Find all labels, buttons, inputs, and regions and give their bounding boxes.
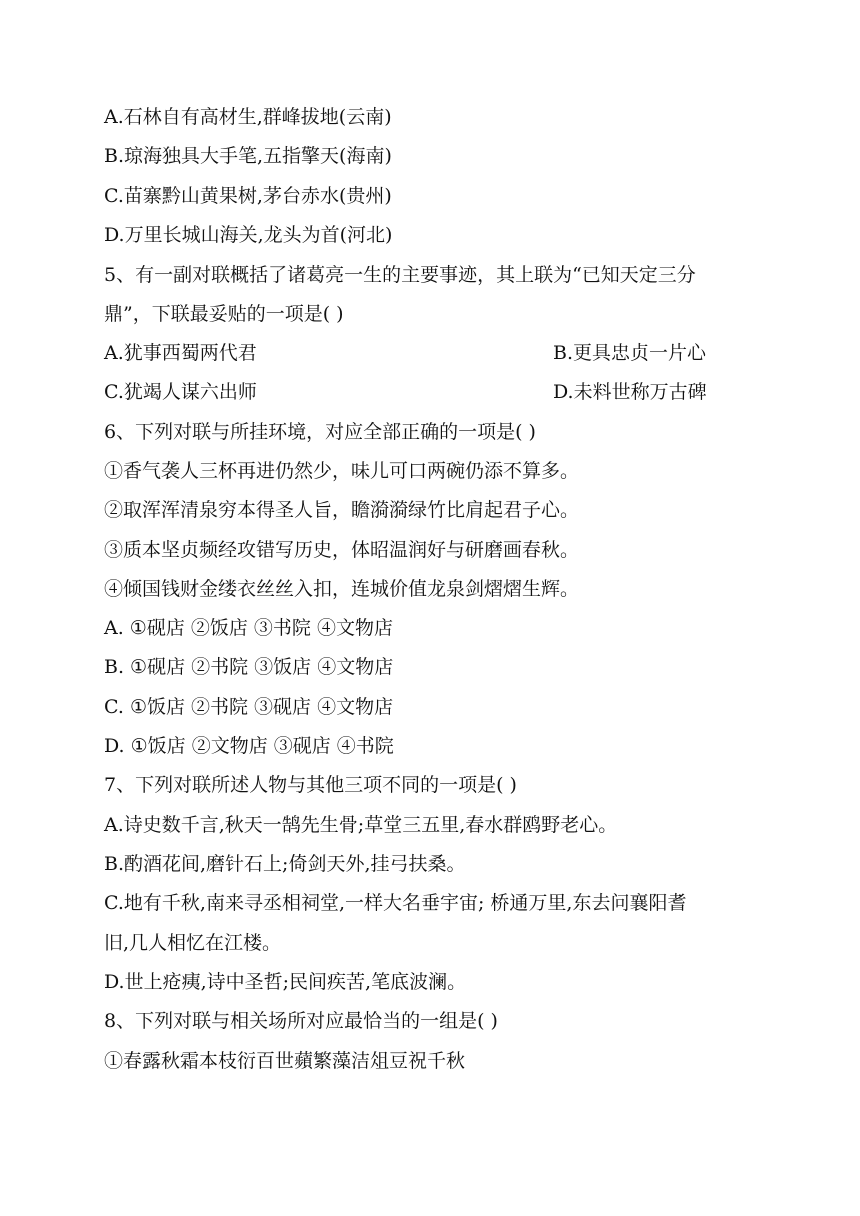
- q6-couplet-2: ②取浑浑清泉穷本得圣人旨，瞻漪漪绿竹比肩起君子心。: [104, 499, 580, 521]
- q4-option-c: C.苗寨黔山黄果树,茅台赤水(贵州): [104, 185, 392, 207]
- q8-couplet-1: ①春露秋霜本枝衍百世蘋繁藻洁俎豆祝千秋: [104, 1050, 466, 1072]
- q6-couplet-1: ①香气袭人三杯再进仍然少，味儿可口两碗仍添不算多。: [104, 460, 580, 482]
- q8-stem: 8、下列对联与相关场所对应最恰当的一组是( ): [104, 1010, 498, 1032]
- q5-option-a: A.犹事西蜀两代君: [104, 342, 257, 364]
- q5-stem-line1: 5、有一副对联概括了诸葛亮一生的主要事迹，其上联为“已知天定三分: [104, 264, 696, 286]
- q6-couplet-4: ④倾国钱财金缕衣丝丝入扣，连城价值龙泉剑熠熠生辉。: [104, 578, 580, 600]
- q6-option-a: A. ①砚店 ②饭店 ③书院 ④文物店: [104, 617, 393, 639]
- q6-option-b: B. ①砚店 ②书院 ③饭店 ④文物店: [104, 656, 394, 678]
- q4-option-b: B.琼海独具大手笔,五指擎天(海南): [104, 145, 392, 167]
- q4-option-a: A.石林自有高材生,群峰拔地(云南): [104, 106, 392, 128]
- q6-couplet-3: ③质本坚贞频经攻错写历史，体昭温润好与研磨画春秋。: [104, 539, 580, 561]
- q7-option-b: B.酌酒花间,磨针石上;倚剑天外,挂弓扶桑。: [104, 853, 466, 875]
- q5-option-d: D.未料世称万古碑: [553, 381, 707, 403]
- q4-option-d: D.万里长城山海关,龙头为首(河北): [104, 224, 393, 246]
- q7-option-a: A.诗史数千言,秋天一鹄先生骨;草堂三五里,春水群鸥野老心。: [104, 814, 618, 836]
- q5-option-c: C.犹竭人谋六出师: [104, 381, 257, 403]
- q5-stem-line2: 鼎”，下联最妥贴的一项是( ): [104, 303, 344, 325]
- q7-stem: 7、下列对联所述人物与其他三项不同的一项是( ): [104, 774, 517, 796]
- q6-option-c: C. ①饭店 ②书院 ③砚店 ④文物店: [104, 696, 394, 718]
- q7-option-d: D.世上疮痍,诗中圣哲;民间疾苦,笔底波澜。: [104, 971, 467, 993]
- q7-option-c-line2: 旧,几人相忆在江楼。: [104, 932, 282, 954]
- q7-option-c-line1: C.地有千秋,南来寻丞相祠堂,一样大名垂宇宙; 桥通万里,东去问襄阳耆: [104, 892, 687, 914]
- q5-option-b: B.更具忠贞一片心: [553, 342, 707, 364]
- q6-stem: 6、下列对联与所挂环境，对应全部正确的一项是( ): [104, 421, 536, 443]
- q6-option-d: D. ①饭店 ②文物店 ③砚店 ④书院: [104, 735, 394, 757]
